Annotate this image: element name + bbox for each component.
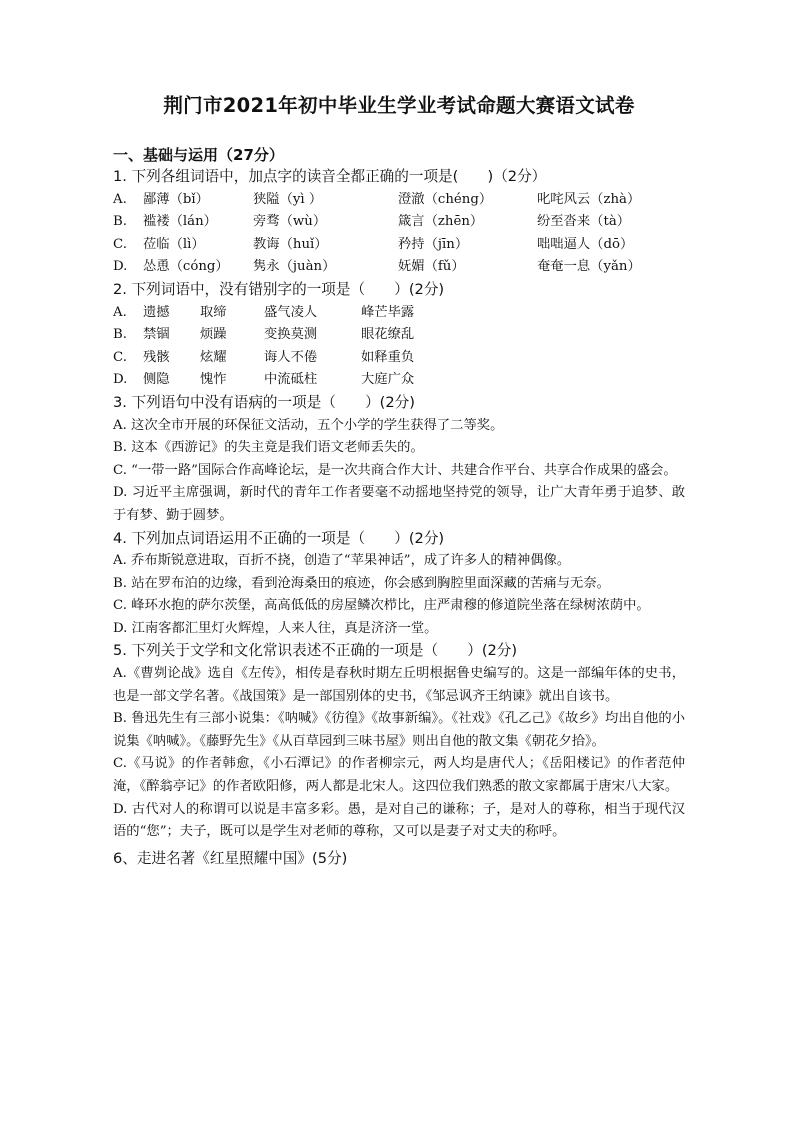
option-word: 中流砥柱	[264, 372, 318, 388]
question-5	[113, 640, 685, 843]
option-paragraph: C. 峰环水抱的萨尔茨堡，高高低低的房屋鳞次栉比，庄严肃穆的修道院坐落在绿树浓荫中。	[113, 598, 650, 614]
option-word: 箴言（zhēn）	[398, 214, 484, 230]
option-letter: C.	[113, 349, 127, 365]
option-word: 愧怍	[200, 372, 227, 388]
option-word: 叱咤风云（zhà）	[537, 191, 641, 207]
exam-page	[113, 90, 685, 870]
option-word: 大庭广众	[361, 372, 415, 388]
option-word: 禁锢	[143, 327, 170, 343]
page-title: 荆门市2021年初中毕业生学业考试命题大赛语文试卷	[163, 94, 635, 117]
option-paragraph: D. 古代对人的称谓可以说是丰富多彩。愚，是对自己的谦称；子，是对人的尊称，相当于现代汉语的“您”；夫子，既可以是学生对老师的尊称，又可以是妻子对丈夫的称呼。	[113, 801, 685, 840]
question-stem: 1. 下列各组词语中，加点字的读音全都正确的一项是( )（2分）	[113, 168, 547, 185]
option-letter: B.	[113, 327, 127, 343]
option-row	[113, 234, 685, 257]
option-paragraph: B. 鲁迅先生有三部小说集：《呐喊》《彷徨》《故事新编》。《社戏》《孔乙己》《故乡》均出自他的小说集《呐喊》。《藤野先生》《从百草园到三味书屋》则出自他的散文集《朝花夕拾》。	[113, 711, 685, 749]
section-heading: 一、基础与运用（27分）	[113, 146, 284, 164]
option-paragraph: A. 这次全市开展的环保征文活动，五个小学的学生获得了二等奖。	[113, 417, 504, 433]
option-row	[113, 369, 685, 392]
question-1	[113, 166, 685, 279]
option-row	[113, 211, 685, 234]
option-letter: D.	[113, 372, 128, 388]
option-word: 妩媚（fǔ）	[398, 259, 465, 275]
option-word: 残骸	[143, 349, 170, 365]
option-word: 怂恿（cóng）	[143, 259, 229, 275]
option-word: 峰芒毕露	[361, 304, 415, 320]
question-4	[113, 528, 685, 641]
option-row	[113, 347, 685, 370]
option-word: 隽永（juàn）	[253, 259, 336, 275]
option-word: 如释重负	[361, 349, 415, 365]
option-word: 烦躁	[200, 327, 227, 343]
option-letter: D.	[113, 259, 128, 275]
option-word: 变换莫测	[264, 327, 318, 343]
option-word: 鄙薄（bǐ）	[143, 191, 209, 207]
option-word: 诲人不倦	[264, 349, 318, 365]
option-row	[113, 189, 685, 212]
option-paragraph: D. 习近平主席强调，新时代的青年工作者要毫不动摇地坚持党的领导，让广大青年勇于追梦、敢于有梦、勤于圆梦。	[113, 485, 685, 523]
option-paragraph: C. “一带一路”国际合作高峰论坛，是一次共商合作大计、共建合作平台、共享合作成果的盛会。	[113, 462, 677, 478]
question-stem: 5. 下列关于文学和文化常识表述不正确的一项是（ ）(2分)	[113, 642, 518, 660]
option-word: 奄奄一息（yǎn）	[537, 259, 641, 275]
option-word: 澄澈（chéng）	[398, 191, 493, 207]
option-paragraph: B. 这本《西游记》的失主竟是我们语文老师丢失的。	[113, 440, 424, 456]
question-6	[113, 848, 685, 871]
option-word: 纷至沓来（tà）	[537, 214, 631, 230]
option-paragraph: A. 乔布斯锐意进取，百折不挠，创造了“苹果神话”，成了许多人的精神偶像。	[113, 553, 571, 569]
option-word: 旁骛（wù）	[253, 214, 327, 230]
option-word: 眼花缭乱	[361, 327, 415, 343]
option-paragraph: A.《曹刿论战》选自《左传》，相传是春秋时期左丘明根据鲁史编写的。这是一部编年体的史书，也是一部文学名著。《战国策》是一部国别体的史书，《邹忌讽齐王纳谏》就出自该书。	[113, 666, 685, 704]
option-word: 取缔	[200, 304, 227, 320]
question-stem: 6、走进名著《红星照耀中国》(5分)	[113, 849, 348, 867]
option-paragraph: C.《马说》的作者韩愈，《小石潭记》的作者柳宗元，两人均是唐代人；《岳阳楼记》的作者范仲淹，《醉翁亭记》的作者欧阳修，两人都是北宋人。这四位我们熟悉的散文家都属于唐宋八大家。	[113, 756, 685, 795]
option-word: 莅临（lì）	[143, 236, 205, 252]
option-word: 狭隘（yì ）	[253, 191, 323, 207]
option-paragraph: D. 江南客都汇里灯火辉煌，人来人往，真是济济一堂。	[113, 620, 438, 636]
option-letter: A.	[113, 191, 127, 207]
option-row	[113, 324, 685, 347]
question-stem: 2. 下列词语中，没有错别字的一项是（ ）(2分)	[113, 280, 445, 298]
option-word: 教诲（huǐ）	[253, 236, 328, 252]
question-stem: 3. 下列语句中没有语病的一项是（ ）(2分)	[113, 393, 415, 411]
question-stem: 4. 下列加点词语运用不正确的一项是（ ）(2分)	[113, 529, 445, 547]
option-word: 遗撼	[143, 304, 170, 320]
option-word: 侧隐	[143, 372, 170, 388]
option-word: 咄咄逼人（dō）	[537, 236, 634, 252]
option-row	[113, 302, 685, 325]
option-word: 炫耀	[200, 349, 227, 365]
option-letter: B.	[113, 214, 127, 230]
question-2	[113, 279, 685, 392]
option-paragraph: B. 站在罗布泊的边缘，看到沧海桑田的痕迹，你会感到胸腔里面深藏的苦痛与无奈。	[113, 575, 610, 591]
option-letter: C.	[113, 236, 127, 252]
option-word: 矜持（jīn）	[398, 236, 469, 252]
question-3	[113, 392, 685, 528]
option-word: 褴褛（lán）	[143, 214, 217, 230]
option-letter: A.	[113, 304, 127, 320]
option-row	[113, 256, 685, 279]
option-word: 盛气凌人	[264, 304, 318, 320]
